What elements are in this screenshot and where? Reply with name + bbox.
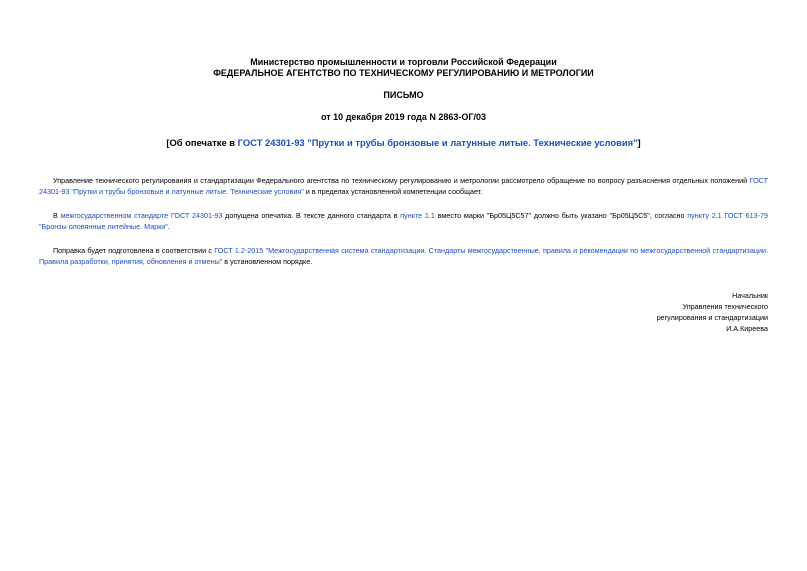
agency-name: ФЕДЕРАЛЬНОЕ АГЕНТСТВО ПО ТЕХНИЧЕСКОМУ РЕГУЛИРОВАНИЮ И МЕТРОЛОГИИ xyxy=(213,68,594,78)
ministry-name: Министерство промышленности и торговли Российской Федерации xyxy=(250,57,557,67)
signature-position: Начальник xyxy=(732,291,768,300)
signature-name: И.А.Киреева xyxy=(726,324,768,333)
paragraph-3: Поправка будет подготовлена в соответствии с ГОСТ 1.2-2015 "Межгосударственная система стандартизации. Стандарты межгосударственные, правила и рекомендации по межгосударственной стандартизации. Правила разработки, принятия, обновления и отмены" в установленном порядке. xyxy=(39,246,768,266)
paragraph-1: Управление технического регулирования и стандартизации Федерального агентства по техническому регулированию и метрологии рассмотрело обращение по вопросу разъяснения отдельных положений ГОСТ 24301-93 "Прутки и трубы бронзовые и латунные литые. Технические условия" и в пределах установленной компетенции сообщает. xyxy=(39,176,768,196)
document-title: [Об опечатке в ГОСТ 24301-93 "Прутки и трубы бронзовые и латунные литые. Технические условия"] xyxy=(166,137,641,148)
gost-24301-title-link[interactable]: ГОСТ 24301-93 "Прутки и трубы бронзовые и латунные литые. Технические условия" xyxy=(237,137,638,148)
gost-24301-link[interactable]: ГОСТ 24301-93 "Прутки и трубы бронзовые и латунные литые. Технические условия" xyxy=(39,176,768,196)
paragraph-2: В межгосударственном стандарте ГОСТ 24301-93 допущена опечатка. В тексте данного стандарта в пункте 1.1 вместо марки "Бр05Ц5С57" должно быть указано "Бр05Ц5С5", согласно пункту 2.1 ГОСТ 613-79 "Бронзы оловянные литейные. Марки". xyxy=(39,211,768,231)
signature-department-2: регулирования и стандартизации xyxy=(656,313,768,322)
interstate-standard-link[interactable]: межгосударственном стандарте ГОСТ 24301-93 xyxy=(60,211,223,220)
gost-613-79-link[interactable]: пункту 2.1 ГОСТ 613-79 "Бронзы оловянные литейные. Марки" xyxy=(39,211,768,231)
document-body xyxy=(39,176,768,281)
document-date-number: от 10 декабря 2019 года N 2863-ОГ/03 xyxy=(321,112,486,122)
document-type: ПИСЬМО xyxy=(383,90,424,100)
signature-department-1: Управления технического xyxy=(682,302,768,311)
document-header xyxy=(0,57,807,123)
signature-block xyxy=(657,290,768,334)
gost-1-2-2015-link[interactable]: ГОСТ 1.2-2015 "Межгосударственная система стандартизации. Стандарты межгосударственные, правила и рекомендации по межгосударственной стандартизации. Правила разработки, принятия, обновления и отмены" xyxy=(39,246,768,266)
clause-1-1-link[interactable]: пункте 1.1 xyxy=(400,211,435,220)
